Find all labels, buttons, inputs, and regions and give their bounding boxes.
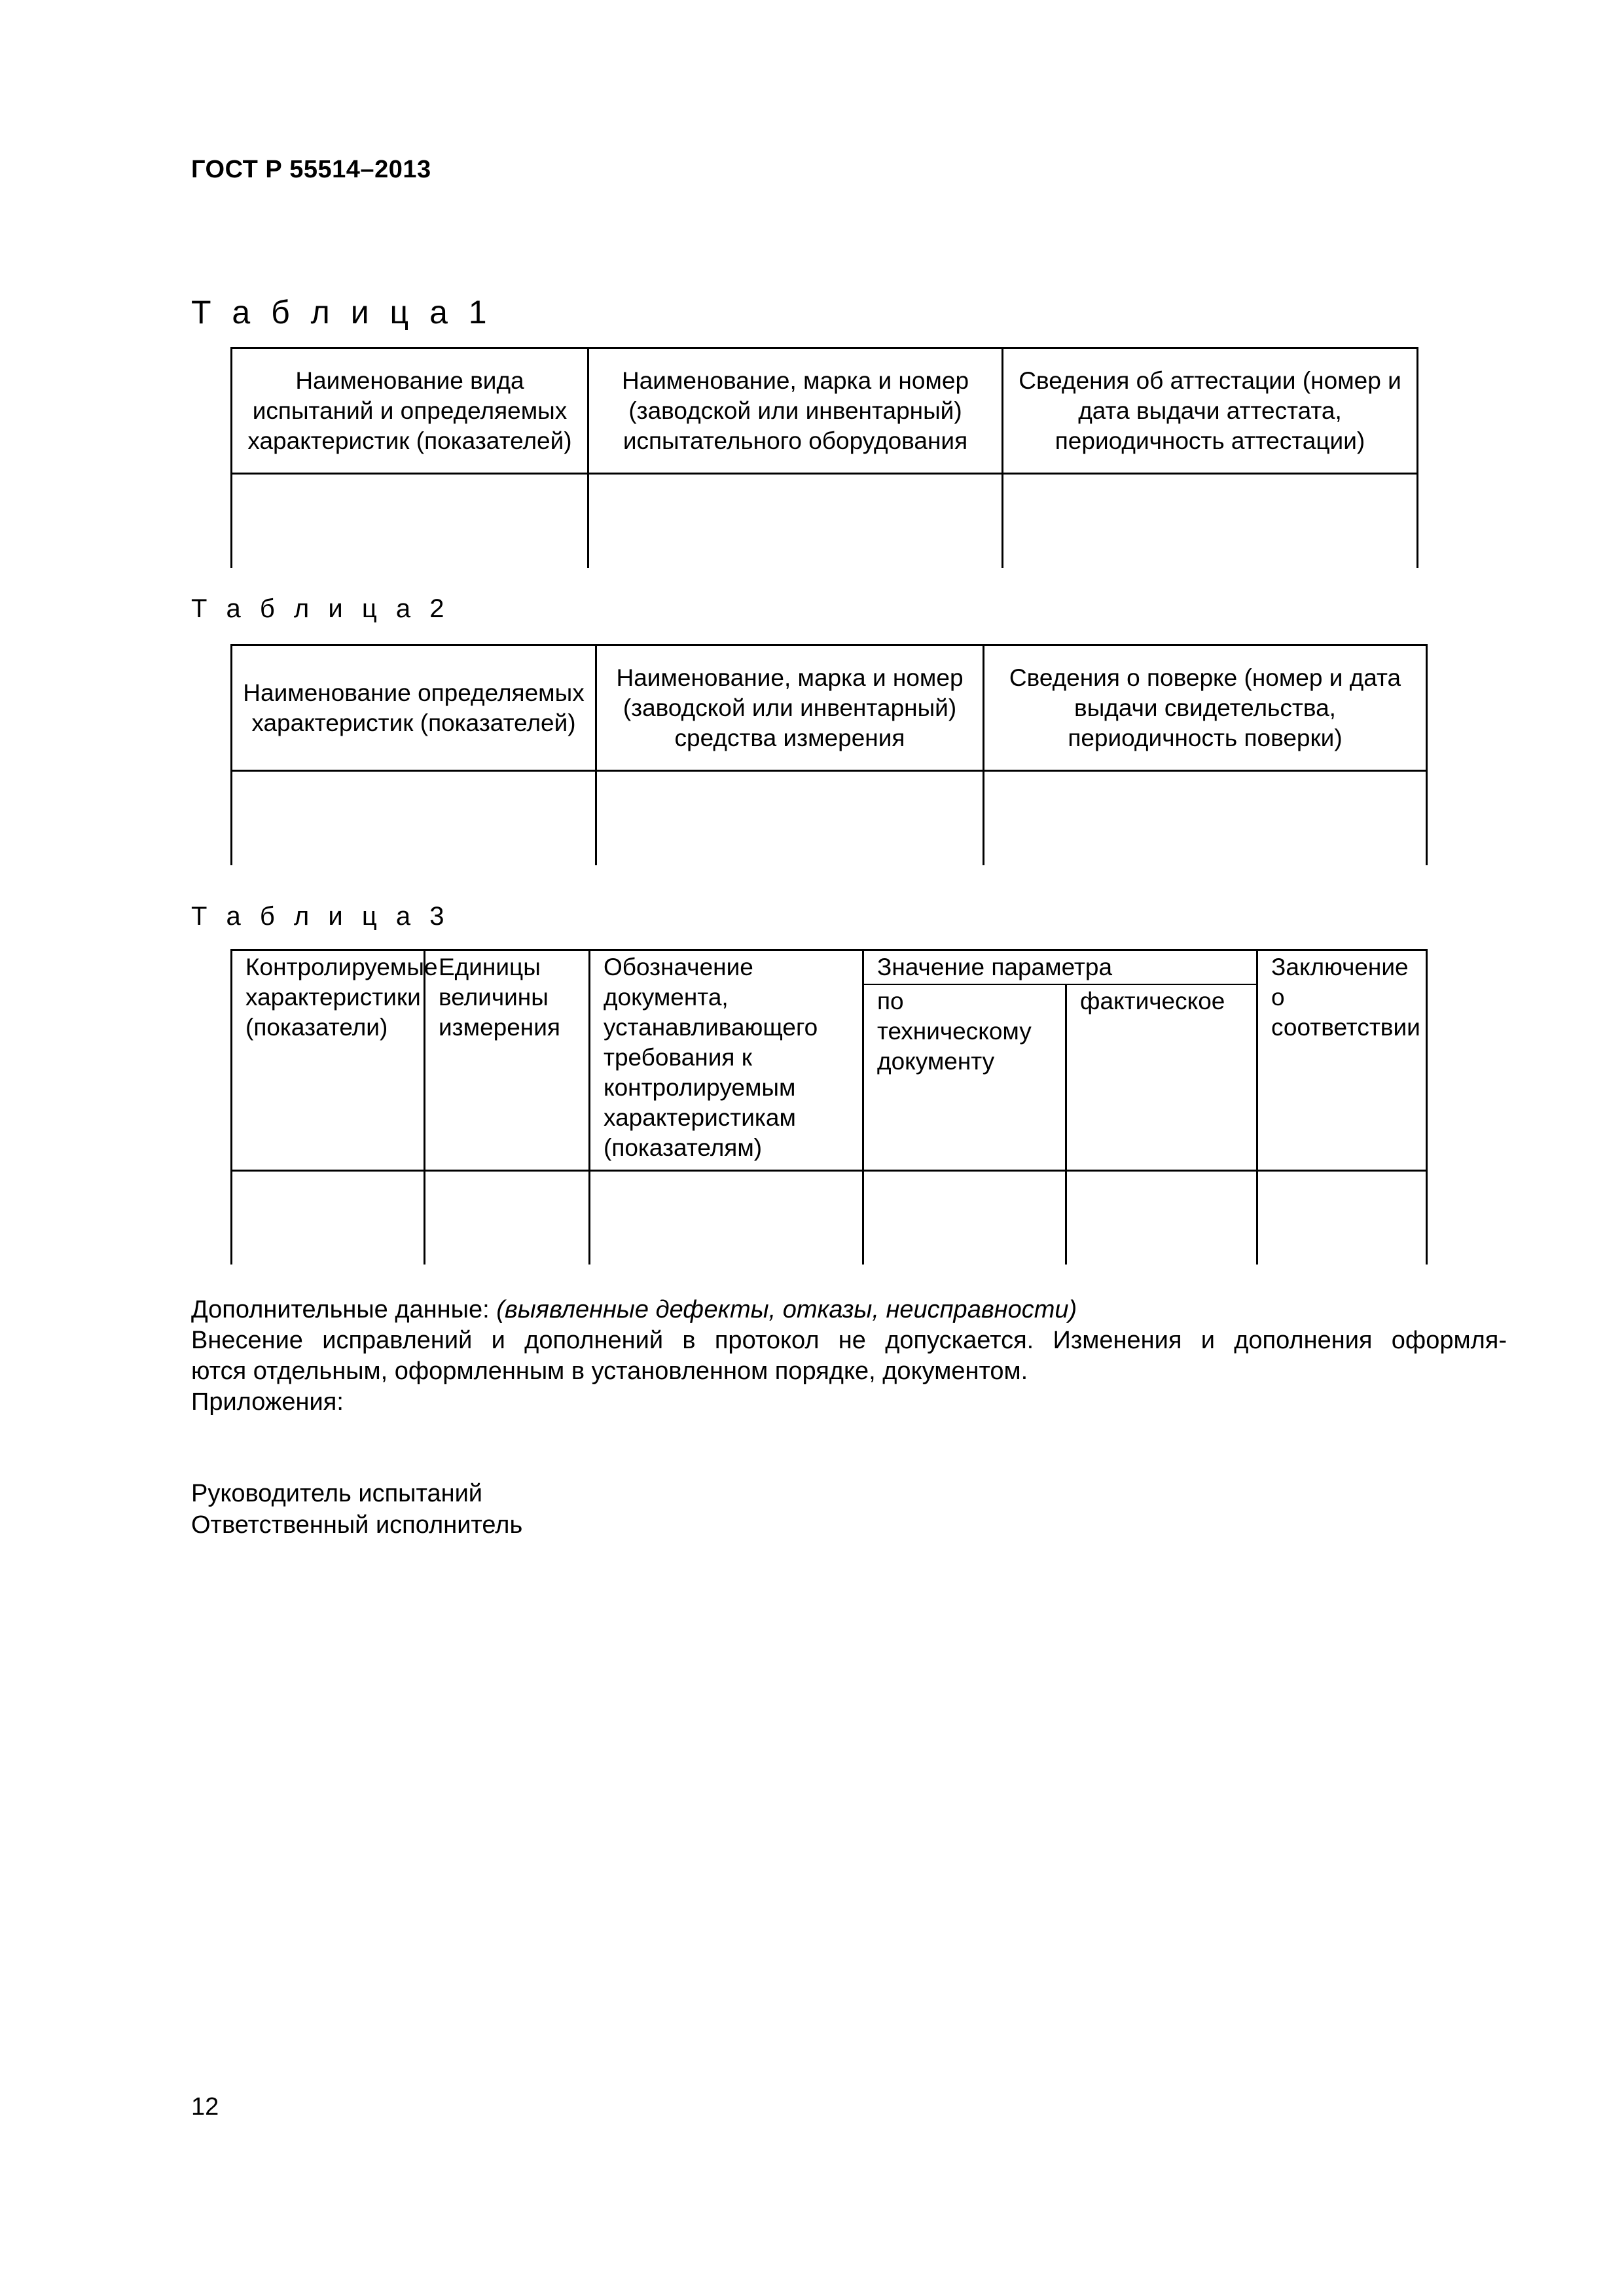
table3-subcol-tech-doc: по техническому документу [863,984,1066,1170]
table3-empty-row [232,1170,1427,1265]
table1-header-row [232,348,1418,474]
table1-cell [1003,474,1418,568]
table2-caption: Т а б л и ц а 2 [191,594,450,623]
table1 [230,347,1418,568]
table1-col-test-type: Наименование вида испытаний и определяемых характеристик (показателей) [232,348,588,474]
table1-col-attestation: Сведения об аттестации (номер и дата выдачи аттестата, периодичность аттестации) [1003,348,1418,474]
table1-caption: Т а б л и ц а 1 [191,294,493,331]
table2-empty-row [232,771,1427,865]
notes-block [191,1295,1507,1418]
table2 [230,644,1428,865]
table1-col-equipment: Наименование, марка и номер (заводской или инвентарный) испытательного оборудования [588,348,1003,474]
table1-cell [232,474,588,568]
table2-cell [232,771,596,865]
table3-cell [590,1170,863,1265]
table1-empty-row [232,474,1418,568]
attachments-label: Приложения: [191,1388,344,1416]
additional-data-label: Дополнительные данные: [191,1296,490,1323]
table3-cell [1066,1170,1257,1265]
table3-col-document: Обозначение документа, устанавливающего требования к контролируемым характеристикам (показателям) [590,950,863,1171]
table2-cell [596,771,984,865]
table3-cell [232,1170,425,1265]
table3-caption: Т а б л и ц а 3 [191,902,450,931]
table2-cell [984,771,1427,865]
signature-head-of-tests: Руководитель испытаний [191,1480,483,1507]
table3-header-row [232,950,1427,985]
signature-responsible-executor: Ответственный исполнитель [191,1511,523,1539]
table2-col-instrument: Наименование, марка и номер (заводской или инвентарный) средства измерения [596,645,984,771]
signatures-block [191,1478,522,1541]
table2-header-row [232,645,1427,771]
corrections-line-2: ются отдельным, оформленным в установленном порядке, документом. [191,1357,1028,1385]
additional-data-line [191,1295,1507,1325]
corrections-line-1: Внесение исправлений и дополнений в протокол не допускается. Изменения и дополнения оформля- [191,1327,1507,1354]
table3-col-units: Единицы величины измерения [425,950,590,1171]
table3-col-conclusion: Заключение о соответствии [1257,950,1427,1171]
table3-cell [863,1170,1066,1265]
table3 [230,949,1428,1265]
table2-col-verification: Сведения о поверке (номер и дата выдачи свидетельства, периодичность поверки) [984,645,1427,771]
additional-data-value: (выявленные дефекты, отказы, неисправности) [496,1296,1077,1323]
table3-subcol-actual: фактическое [1066,984,1257,1170]
table3-col-parameter-value: Значение параметра [863,950,1257,985]
table3-col-characteristics: Контролируемые характеристики (показатели) [232,950,425,1171]
document-code: ГОСТ Р 55514–2013 [191,156,431,183]
table3-cell [1257,1170,1427,1265]
page-number: 12 [191,2093,219,2121]
table3-cell [425,1170,590,1265]
table1-cell [588,474,1003,568]
table2-col-characteristics: Наименование определяемых характеристик (показателей) [232,645,596,771]
